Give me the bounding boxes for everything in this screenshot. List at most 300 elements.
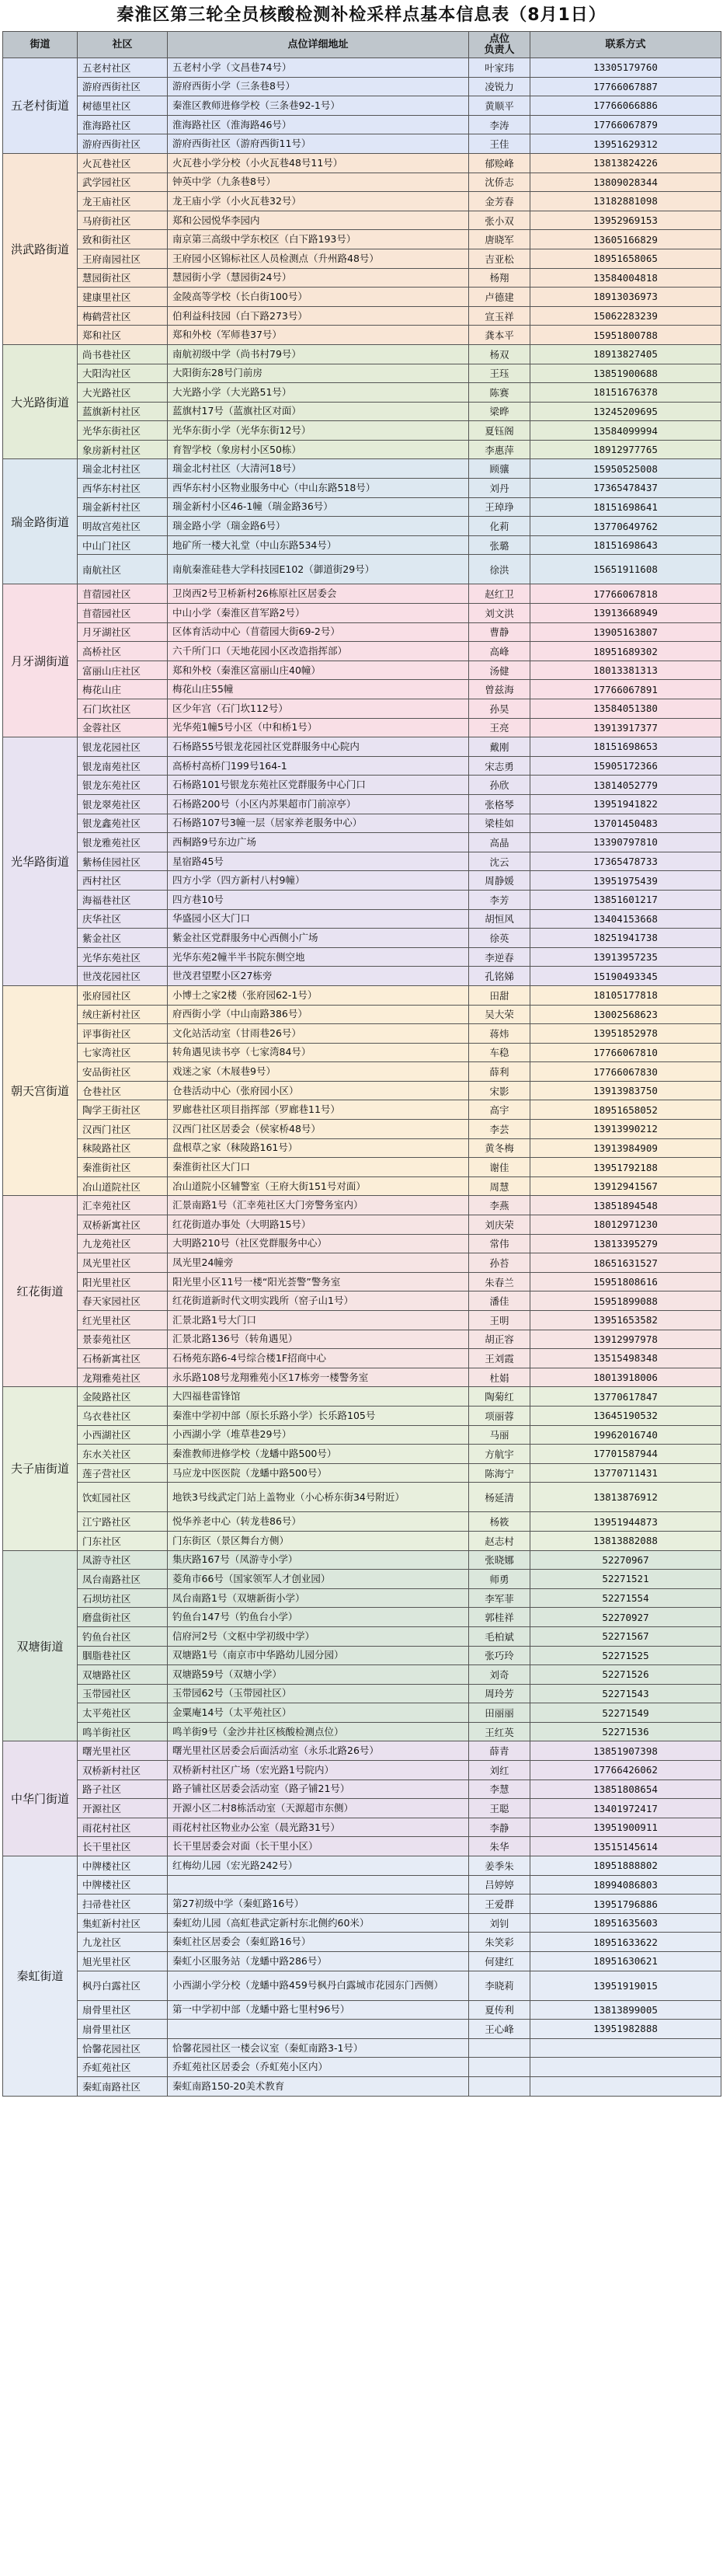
person-cell: 李燕	[469, 1196, 530, 1215]
person-cell: 刘奇	[469, 1665, 530, 1685]
community-cell: 五老村社区	[78, 58, 168, 78]
contact-cell: 13913917377	[530, 719, 721, 738]
table-row	[78, 1006, 721, 1025]
person-cell: 汤健	[469, 661, 530, 681]
community-cell: 银龙东苑社区	[78, 776, 168, 795]
community-cell: 王府南园社区	[78, 249, 168, 269]
table-row	[78, 78, 721, 97]
community-cell: 大光路社区	[78, 383, 168, 403]
street-block	[3, 584, 721, 737]
address-cell: 秦虹南路150-20美术教育	[168, 2077, 469, 2097]
address-cell: 红花街道办事处（大明路15号）	[168, 1215, 469, 1235]
contact-cell: 52271521	[530, 1570, 721, 1589]
person-cell: 宣玉祥	[469, 307, 530, 326]
community-cell: 苜蓿园社区	[78, 604, 168, 623]
street-name: 朝天宫街道	[3, 986, 78, 1197]
contact-cell: 18951689302	[530, 642, 721, 661]
person-cell: 吉亚松	[469, 249, 530, 269]
community-cell: 苜蓿园社区	[78, 584, 168, 604]
community-cell: 致和街社区	[78, 230, 168, 249]
table-row	[78, 421, 721, 441]
table-row	[78, 1971, 721, 2001]
community-cell: 石门坎社区	[78, 699, 168, 719]
community-cell: 枫丹白露社区	[78, 1971, 168, 2001]
contact-cell: 13813899005	[530, 2001, 721, 2020]
table-row	[78, 642, 721, 661]
community-cell: 秦虹南路社区	[78, 2077, 168, 2097]
person-cell: 宋志勇	[469, 757, 530, 776]
address-cell: 汇景北路1号大门口	[168, 1311, 469, 1330]
community-cell: 中牌楼社区	[78, 1876, 168, 1895]
community-cell: 西华东村社区	[78, 479, 168, 498]
address-cell: 秦淮教师进修学校（龙蟠中路500号）	[168, 1445, 469, 1464]
community-cell: 饮虹园社区	[78, 1483, 168, 1512]
table-row	[78, 555, 721, 584]
table-row	[78, 1082, 721, 1101]
contact-cell: 13951629312	[530, 134, 721, 154]
community-cell: 马府街社区	[78, 211, 168, 231]
community-cell: 雨花村社区	[78, 1818, 168, 1838]
person-cell: 胡正容	[469, 1330, 530, 1350]
contact-cell: 18951658065	[530, 249, 721, 269]
contact-cell: 13913957235	[530, 948, 721, 967]
community-cell: 银龙翠苑社区	[78, 795, 168, 814]
person-cell: 王心峰	[469, 2020, 530, 2039]
table-row	[78, 1914, 721, 1933]
address-cell: 梅花山庄55幢	[168, 680, 469, 699]
address-cell: 大阳街东28号门前房	[168, 364, 469, 384]
person-cell: 张巧玲	[469, 1647, 530, 1666]
contact-cell: 13951852978	[530, 1024, 721, 1044]
person-cell: 夏钰阁	[469, 421, 530, 441]
contact-cell	[530, 2077, 721, 2097]
table-row	[78, 345, 721, 364]
community-cell: 开源社区	[78, 1799, 168, 1818]
community-cell: 光华东苑社区	[78, 948, 168, 967]
person-cell: 李慧	[469, 1780, 530, 1800]
person-cell: 郁赊峰	[469, 154, 530, 173]
person-cell: 孙昊	[469, 699, 530, 719]
table-row	[78, 1483, 721, 1512]
person-cell: 马丽	[469, 1426, 530, 1445]
community-cell: 富丽山庄社区	[78, 661, 168, 681]
contact-cell: 13813824226	[530, 154, 721, 173]
table-row	[78, 776, 721, 795]
contact-cell: 18951888802	[530, 1856, 721, 1876]
table-row	[78, 737, 721, 757]
header-address: 点位详细地址	[168, 32, 469, 58]
address-cell: 开源小区二村8栋活动室（天源超市东侧）	[168, 1799, 469, 1818]
community-cell: 梅鹤营社区	[78, 307, 168, 326]
community-cell: 金蓉社区	[78, 719, 168, 738]
table-row	[78, 1235, 721, 1254]
table-row	[78, 1818, 721, 1838]
contact-cell: 17766067830	[530, 1062, 721, 1082]
person-cell: 金芳春	[469, 192, 530, 211]
contact-cell: 13584099994	[530, 421, 721, 441]
address-cell: 石杨路107号3幢一层（居家养老服务中心）	[168, 814, 469, 834]
contact-cell: 13951792188	[530, 1158, 721, 1177]
community-cell: 评事街社区	[78, 1024, 168, 1044]
person-cell: 胡恒风	[469, 910, 530, 929]
person-cell: 田丽丽	[469, 1703, 530, 1723]
community-cell: 太平苑社区	[78, 1703, 168, 1723]
person-cell	[469, 2077, 530, 2097]
address-cell: 光华东街小学（光华东街12号）	[168, 421, 469, 441]
table-header	[3, 32, 721, 58]
address-cell: 游府西街小学（三条巷8号）	[168, 78, 469, 97]
contact-cell: 52271536	[530, 1723, 721, 1742]
community-cell: 陶学王街社区	[78, 1100, 168, 1120]
street-name: 月牙湖街道	[3, 584, 78, 737]
address-cell: 星宿路45号	[168, 852, 469, 872]
table-row	[78, 1741, 721, 1761]
address-cell: 西华东村小区物业服务中心（中山东路518号）	[168, 479, 469, 498]
community-cell: 紫金社区	[78, 929, 168, 948]
table-row	[78, 1349, 721, 1368]
header-community: 社区	[78, 32, 168, 58]
address-cell: 第一中学初中部（龙蟠中路七里村96号）	[168, 2001, 469, 2020]
address-cell: 戏迷之家（木屐巷9号）	[168, 1062, 469, 1082]
community-cell: 凤光里社区	[78, 1253, 168, 1273]
table-row	[78, 498, 721, 518]
street-name: 光华路街道	[3, 737, 78, 986]
table-row	[78, 1608, 721, 1627]
street-name: 洪武路街道	[3, 154, 78, 345]
address-cell: 阳光里小区11号一楼“阳光荟警”警务室	[168, 1273, 469, 1292]
person-cell: 沈侨志	[469, 173, 530, 193]
community-cell: 扇骨里社区	[78, 2020, 168, 2039]
address-cell: 紫金社区党群服务中心西侧小广场	[168, 929, 469, 948]
table-row	[78, 1895, 721, 1914]
person-cell: 刘庆荣	[469, 1215, 530, 1235]
table-row	[78, 948, 721, 967]
address-cell: 蓝旗村17号（蓝旗社区对面）	[168, 403, 469, 422]
contact-cell: 13245209695	[530, 403, 721, 422]
address-cell: 高桥村高桥门199号164-1	[168, 757, 469, 776]
contact-cell: 17365478437	[530, 479, 721, 498]
contact-cell: 17701587944	[530, 1445, 721, 1464]
person-cell: 孔铭娣	[469, 967, 530, 986]
address-cell: 龙王庙小学（小火瓦巷32号）	[168, 192, 469, 211]
person-cell: 宋影	[469, 1082, 530, 1101]
table-row	[78, 517, 721, 536]
address-cell: 马应龙中医医院（龙蟠中路500号）	[168, 1464, 469, 1483]
address-cell: 石杨路101号银龙东苑社区党群服务中心门口	[168, 776, 469, 795]
contact-cell: 13305179760	[530, 58, 721, 78]
contact-cell: 13951796886	[530, 1895, 721, 1914]
street-name: 夫子庙街道	[3, 1387, 78, 1550]
address-cell: 四方巷10号	[168, 891, 469, 910]
address-cell: 秦淮中学初中部（原长乐路小学）长乐路105号	[168, 1407, 469, 1426]
address-cell: 第27初级中学（秦虹路16号）	[168, 1895, 469, 1914]
header-person	[469, 32, 530, 58]
community-cell: 鸣羊街社区	[78, 1723, 168, 1742]
table-row	[78, 1330, 721, 1350]
table-row	[78, 1311, 721, 1330]
contact-cell: 13951944873	[530, 1512, 721, 1532]
table-row	[78, 288, 721, 307]
street-block	[3, 154, 721, 345]
person-cell: 张璐	[469, 536, 530, 556]
header-person-line2: 负责人	[484, 44, 515, 56]
address-cell: 淮海路社区（淮海路46号）	[168, 116, 469, 135]
contact-cell: 13390797810	[530, 833, 721, 852]
community-cell: 石杨新寓社区	[78, 1349, 168, 1368]
address-cell: 秦虹社区居委会（秦虹路16号）	[168, 1933, 469, 1952]
contact-cell: 13851894548	[530, 1196, 721, 1215]
person-cell: 卢德建	[469, 288, 530, 307]
table-row	[78, 871, 721, 891]
street-block	[3, 737, 721, 986]
address-cell: 乔虹苑社区居委会（乔虹苑小区内）	[168, 2058, 469, 2077]
street-name: 中华门街道	[3, 1741, 78, 1856]
street-block	[3, 1856, 721, 2097]
table-row	[78, 479, 721, 498]
table-row	[78, 1024, 721, 1044]
community-cell: 春天家园社区	[78, 1291, 168, 1311]
community-cell: 游府西街社区	[78, 78, 168, 97]
table-row	[78, 403, 721, 422]
street-name: 大光路街道	[3, 345, 78, 460]
address-cell: 秦淮区教师进修学校（三条巷92-1号）	[168, 96, 469, 116]
person-cell: 顾骧	[469, 459, 530, 479]
address-cell: 转角遇见读书亭（七家湾84号）	[168, 1044, 469, 1063]
address-cell: 盘根草之家（秣陵路161号）	[168, 1139, 469, 1159]
table-row	[78, 1291, 721, 1311]
community-cell: 汉西门社区	[78, 1120, 168, 1139]
address-cell: 钓鱼台147号（钓鱼台小学）	[168, 1608, 469, 1627]
street-block	[3, 1741, 721, 1856]
contact-cell: 18951633622	[530, 1933, 721, 1952]
person-cell: 姜季朱	[469, 1856, 530, 1876]
contact-cell: 18651631527	[530, 1253, 721, 1273]
address-cell: 双桥新村社区广场（宏光路1号院内）	[168, 1761, 469, 1780]
info-table	[2, 31, 721, 2097]
table-row	[78, 1426, 721, 1445]
contact-cell: 13182881098	[530, 192, 721, 211]
contact-cell: 17766067810	[530, 1044, 721, 1063]
community-cell: 明故宫苑社区	[78, 517, 168, 536]
person-cell: 沈云	[469, 852, 530, 872]
community-cell: 淮海路社区	[78, 116, 168, 135]
person-cell: 田甜	[469, 986, 530, 1006]
table-row	[78, 192, 721, 211]
person-cell: 陈赛	[469, 383, 530, 403]
contact-cell: 19962016740	[530, 1426, 721, 1445]
address-cell: 汉西门社区居委会（侯家桥48号）	[168, 1120, 469, 1139]
person-cell: 孙苔	[469, 1253, 530, 1273]
contact-cell: 13951941822	[530, 795, 721, 814]
person-cell: 高宇	[469, 1100, 530, 1120]
community-cell: 银龙花园社区	[78, 737, 168, 757]
person-cell: 朱春兰	[469, 1273, 530, 1292]
community-cell: 中牌楼社区	[78, 1856, 168, 1876]
table-row	[78, 1196, 721, 1215]
table-row	[78, 2077, 721, 2097]
street-block	[3, 1551, 721, 1742]
address-cell: 郑和外校（军师巷37号）	[168, 326, 469, 345]
address-cell: 悦华养老中心（转龙巷86号）	[168, 1512, 469, 1532]
contact-cell: 17766067818	[530, 584, 721, 604]
address-cell: 曙光里社区居委会后面活动室（永乐北路26号）	[168, 1741, 469, 1761]
community-cell: 长干里社区	[78, 1837, 168, 1856]
person-cell: 杨筱	[469, 1512, 530, 1532]
address-cell: 光华东苑2幢半半书院东侧空地	[168, 948, 469, 967]
address-cell: 小博士之家2楼（张府园62-1号）	[168, 986, 469, 1006]
table-row	[78, 814, 721, 834]
address-cell: 瑞金北村社区（大清河18号）	[168, 459, 469, 479]
address-cell: 慧园街小学（慧园街24号）	[168, 269, 469, 288]
contact-cell	[530, 2058, 721, 2077]
address-cell: 文化站活动室（甘雨巷26号）	[168, 1024, 469, 1044]
community-cell: 秣陵路社区	[78, 1139, 168, 1159]
community-cell: 双桥新寓社区	[78, 1215, 168, 1235]
community-cell: 汇幸苑社区	[78, 1196, 168, 1215]
community-cell: 东水关社区	[78, 1445, 168, 1464]
community-cell: 莲子营社区	[78, 1464, 168, 1483]
person-cell: 吴大荣	[469, 1006, 530, 1025]
person-cell: 夏传利	[469, 2001, 530, 2020]
street-block	[3, 1196, 721, 1387]
address-cell: 火瓦巷小学分校（小火瓦巷48号11号）	[168, 154, 469, 173]
person-cell: 陈海宁	[469, 1464, 530, 1483]
person-cell	[469, 2058, 530, 2077]
address-cell: 六千所门口（天地花园小区改造指挥部）	[168, 642, 469, 661]
address-cell: 王府园小区锦标社区人员检测点（升州路48号）	[168, 249, 469, 269]
table-row	[78, 364, 721, 384]
address-cell: 区少年宫（石门坎112号）	[168, 699, 469, 719]
contact-cell: 13905163807	[530, 623, 721, 643]
table-row	[78, 230, 721, 249]
community-cell: 扫帚巷社区	[78, 1895, 168, 1914]
table-row	[78, 910, 721, 929]
address-cell: 光华苑1幢5号小区（中和桥1号）	[168, 719, 469, 738]
person-cell: 梁晔	[469, 403, 530, 422]
address-cell: 集庆路167号（凤游寺小学）	[168, 1551, 469, 1570]
community-cell: 树德里社区	[78, 96, 168, 116]
person-cell: 师勇	[469, 1570, 530, 1589]
contact-cell: 13813876912	[530, 1483, 721, 1512]
contact-cell: 52271567	[530, 1627, 721, 1647]
community-cell: 郑和社区	[78, 326, 168, 345]
community-cell: 磨盘街社区	[78, 1608, 168, 1627]
street-block	[3, 986, 721, 1197]
contact-cell: 15190493345	[530, 967, 721, 986]
address-cell: 地铁3号线武定门站上盖物业（小心桥东街34号附近）	[168, 1483, 469, 1512]
person-cell: 朱笑彩	[469, 1933, 530, 1952]
table-row	[78, 1570, 721, 1589]
person-cell: 徐洪	[469, 555, 530, 584]
table-row	[78, 1761, 721, 1780]
table-row	[78, 1723, 721, 1742]
community-cell: 阳光里社区	[78, 1273, 168, 1292]
person-cell: 刘红	[469, 1761, 530, 1780]
street-block	[3, 1387, 721, 1550]
address-cell: 菱角市66号（国家领军人才创业园）	[168, 1570, 469, 1589]
table-row	[78, 1368, 721, 1388]
person-cell: 薛青	[469, 1741, 530, 1761]
community-cell: 路子社区	[78, 1780, 168, 1800]
person-cell: 高峰	[469, 642, 530, 661]
address-cell: 卫岗西2号卫桥新村26栋原社区居委会	[168, 584, 469, 604]
contact-cell: 18151698653	[530, 737, 721, 757]
community-cell: 七家湾社区	[78, 1044, 168, 1063]
address-cell: 门东街区（景区舞台方侧）	[168, 1532, 469, 1551]
person-cell: 周玲芳	[469, 1685, 530, 1704]
table-row	[78, 1647, 721, 1666]
person-cell: 吕婷婷	[469, 1876, 530, 1895]
community-cell: 高桥社区	[78, 642, 168, 661]
address-cell: 五老村小学（文昌巷74号）	[168, 58, 469, 78]
table-row	[78, 795, 721, 814]
community-cell: 象房新村社区	[78, 441, 168, 460]
contact-cell: 52271526	[530, 1665, 721, 1685]
community-cell: 扇骨里社区	[78, 2001, 168, 2020]
table-row	[78, 1665, 721, 1685]
person-cell: 郭桂祥	[469, 1608, 530, 1627]
person-cell: 杨延清	[469, 1483, 530, 1512]
person-cell: 张小双	[469, 211, 530, 231]
address-cell: 仓巷活动中心（张府园小区）	[168, 1082, 469, 1101]
person-cell: 王明	[469, 1311, 530, 1330]
address-cell: 小西湖小学（堆草巷29号）	[168, 1426, 469, 1445]
table-row	[78, 680, 721, 699]
person-cell: 刘钊	[469, 1914, 530, 1933]
table-row	[78, 757, 721, 776]
contact-cell: 13770711431	[530, 1464, 721, 1483]
contact-cell: 13951900911	[530, 1818, 721, 1838]
contact-cell: 13584051380	[530, 699, 721, 719]
community-cell: 安品街社区	[78, 1062, 168, 1082]
table-row	[78, 154, 721, 173]
person-cell: 周慧	[469, 1177, 530, 1197]
contact-cell: 15951808616	[530, 1273, 721, 1292]
person-cell: 王爱群	[469, 1895, 530, 1914]
contact-cell: 17766067887	[530, 78, 721, 97]
person-cell: 赵红卫	[469, 584, 530, 604]
table-row	[78, 1387, 721, 1407]
contact-cell: 18151676378	[530, 383, 721, 403]
table-row	[78, 2058, 721, 2077]
person-cell: 张晓娜	[469, 1551, 530, 1570]
contact-cell: 13401972417	[530, 1799, 721, 1818]
table-row	[78, 1100, 721, 1120]
community-cell: 武学园社区	[78, 173, 168, 193]
contact-cell: 13813395279	[530, 1235, 721, 1254]
community-cell: 金陵路社区	[78, 1387, 168, 1407]
person-cell: 薛利	[469, 1062, 530, 1082]
street-name: 秦虹街道	[3, 1856, 78, 2097]
contact-cell: 13814052779	[530, 776, 721, 795]
address-cell: 府西街小学（中山南路386号）	[168, 1006, 469, 1025]
address-cell: 红梅幼儿园（宏光路242号）	[168, 1856, 469, 1876]
community-cell: 西村社区	[78, 871, 168, 891]
person-cell: 王亮	[469, 719, 530, 738]
contact-cell: 13851808654	[530, 1780, 721, 1800]
table-row	[78, 173, 721, 193]
address-cell: 雨花村社区物业办公室（晨光路31号）	[168, 1818, 469, 1838]
community-cell: 紫杨佳园社区	[78, 852, 168, 872]
address-cell: 双塘路59号（双塘小学）	[168, 1665, 469, 1685]
person-cell: 常伟	[469, 1235, 530, 1254]
table-row	[78, 536, 721, 556]
community-cell: 曙光里社区	[78, 1741, 168, 1761]
contact-cell: 15905172366	[530, 757, 721, 776]
contact-cell: 18912977765	[530, 441, 721, 460]
table-row	[78, 383, 721, 403]
person-cell: 杨翔	[469, 269, 530, 288]
